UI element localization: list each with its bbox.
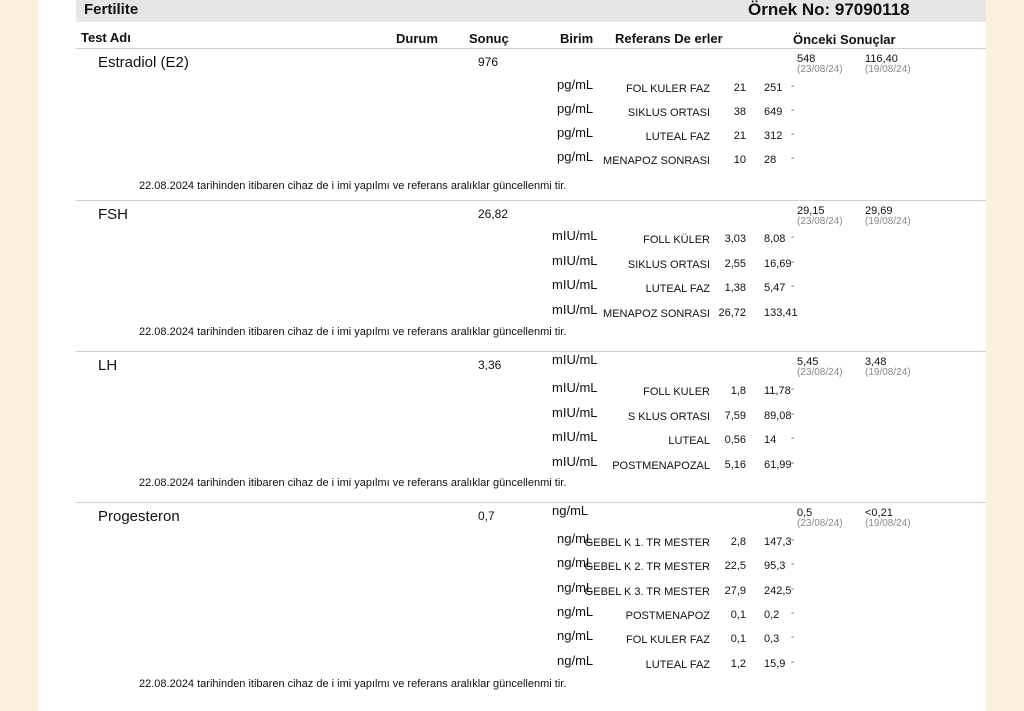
result-value: 0,7: [478, 509, 495, 523]
reference-high: 16,69: [764, 258, 792, 270]
reference-phase: GEBEL K 1. TR MESTER: [584, 537, 710, 549]
reference-low: 27,9: [724, 585, 746, 597]
report-page: [38, 0, 986, 711]
reference-low: 5,16: [724, 459, 746, 471]
reference-high: 242,5: [764, 585, 792, 597]
reference-dash: -: [791, 281, 795, 292]
row-separator: [76, 48, 986, 49]
reference-unit: ng/mL: [557, 604, 594, 619]
reference-unit: ng/mL: [557, 628, 594, 643]
reference-phase: LUTEAL FAZ: [645, 283, 710, 295]
reference-unit: ng/mL: [557, 580, 594, 595]
previous-result-value: 116,40: [865, 53, 898, 65]
reference-unit: mIU/mL: [552, 454, 598, 469]
reference-dash: -: [791, 433, 795, 444]
result-unit: ng/mL: [552, 503, 589, 518]
previous-result-value: 3,48: [865, 356, 887, 368]
reference-unit: pg/mL: [557, 77, 594, 92]
reference-phase: POSTMENAPOZ: [625, 610, 710, 622]
reference-dash: -: [791, 584, 795, 595]
reference-dash: -: [791, 105, 795, 116]
reference-high: 11,78: [764, 385, 791, 397]
reference-phase: POSTMENAPOZAL: [612, 460, 710, 472]
reference-high: 95,3: [764, 560, 786, 572]
reference-unit: mIU/mL: [552, 380, 598, 395]
row-separator: [76, 351, 986, 352]
test-name: FSH: [98, 206, 128, 223]
reference-phase: FOLL KÜLER: [643, 234, 710, 246]
reference-low: 7,59: [724, 410, 746, 422]
row-separator: [76, 200, 986, 201]
previous-result-date: (19/08/24): [865, 216, 911, 227]
reference-low: 0,1: [730, 633, 746, 645]
previous-result-value: 5,45: [797, 356, 819, 368]
reference-high: 649: [764, 106, 783, 118]
reference-phase: LUTEAL FAZ: [645, 131, 710, 143]
result-unit: mIU/mL: [552, 352, 598, 367]
reference-dash: -: [791, 153, 795, 164]
reference-low: 1,8: [730, 385, 746, 397]
update-note: 22.08.2024 tarihinden itibaren cihaz de i imi yapılmı ve referans aralıklar güncellenmi tir.: [139, 326, 567, 338]
reference-dash: -: [791, 657, 795, 668]
previous-result-value: 29,69: [865, 205, 893, 217]
previous-result-date: (23/08/24): [797, 64, 843, 75]
reference-low: 0,1: [730, 609, 746, 621]
sample-number: Örnek No: 97090118: [748, 0, 910, 19]
reference-high: 8,08: [764, 233, 786, 245]
reference-phase: MENAPOZ SONRASI: [603, 155, 710, 167]
reference-unit: mIU/mL: [552, 253, 598, 268]
reference-unit: pg/mL: [557, 149, 594, 164]
previous-result-value: 548: [797, 53, 816, 65]
reference-unit: mIU/mL: [552, 228, 598, 243]
reference-phase: SIKLUS ORTASI: [627, 259, 710, 271]
reference-low: 2,55: [724, 258, 746, 270]
previous-result-date: (19/08/24): [865, 518, 911, 529]
reference-dash: -: [791, 608, 795, 619]
result-value: 3,36: [478, 358, 502, 372]
reference-unit: mIU/mL: [552, 405, 598, 420]
previous-result-date: (19/08/24): [865, 367, 911, 378]
column-header-status: Durum: [396, 31, 438, 46]
reference-low: 3,03: [724, 233, 746, 245]
reference-unit: mIU/mL: [552, 302, 598, 317]
reference-dash: -: [791, 458, 795, 469]
reference-phase: FOL KULER FAZ: [626, 83, 710, 95]
reference-phase: LUTEAL FAZ: [645, 659, 710, 671]
test-name: Progesteron: [98, 508, 180, 525]
reference-dash: -: [791, 129, 795, 140]
reference-phase: SIKLUS ORTASI: [627, 107, 710, 119]
previous-result-value: <0,21: [865, 507, 893, 519]
update-note: 22.08.2024 tarihinden itibaren cihaz de i imi yapılmı ve referans aralıklar güncellenmi tir.: [139, 180, 567, 192]
reference-phase: MENAPOZ SONRASI: [603, 308, 710, 320]
reference-low: 1,38: [724, 282, 746, 294]
reference-low: 21: [733, 82, 746, 94]
column-header-reference: Referans De erler: [615, 31, 723, 46]
update-note: 22.08.2024 tarihinden itibaren cihaz de i imi yapılmı ve referans aralıklar güncellenmi tir.: [139, 678, 567, 690]
reference-unit: mIU/mL: [552, 277, 598, 292]
previous-result-value: 0,5: [797, 507, 813, 519]
reference-low: 1,2: [730, 658, 746, 670]
reference-unit: pg/mL: [557, 125, 594, 140]
column-header-previous: Önceki Sonuçlar: [793, 32, 896, 47]
reference-low: 0,56: [724, 434, 746, 446]
previous-result-date: (23/08/24): [797, 518, 843, 529]
result-value: 976: [478, 55, 499, 69]
reference-phase: GEBEL K 3. TR MESTER: [584, 586, 710, 598]
reference-dash: -: [791, 632, 795, 643]
row-separator: [76, 502, 986, 503]
reference-dash: -: [791, 535, 795, 546]
previous-result-date: (19/08/24): [865, 64, 911, 75]
update-note: 22.08.2024 tarihinden itibaren cihaz de i imi yapılmı ve referans aralıklar güncellenmi tir.: [139, 477, 567, 489]
reference-low: 2,8: [730, 536, 746, 548]
reference-unit: mIU/mL: [552, 429, 598, 444]
reference-unit: pg/mL: [557, 101, 594, 116]
reference-low: 10: [733, 154, 746, 166]
reference-dash: -: [791, 257, 795, 268]
reference-unit: ng/mL: [557, 653, 594, 668]
reference-low: 26,72: [718, 307, 746, 319]
reference-dash: -: [791, 81, 795, 92]
reference-unit: ng/mL: [557, 555, 594, 570]
column-header-result: Sonuç: [469, 31, 509, 46]
section-title: Fertilite: [84, 1, 139, 18]
reference-high: 251: [764, 82, 783, 94]
reference-high: 133,41: [764, 307, 798, 319]
reference-high: 15,9: [764, 658, 786, 670]
previous-result-date: (23/08/24): [797, 367, 843, 378]
reference-high: 28: [764, 154, 777, 166]
test-name: Estradiol (E2): [98, 54, 189, 71]
reference-phase: FOLL KULER: [643, 386, 710, 398]
test-name: LH: [98, 357, 118, 374]
reference-phase: GEBEL K 2. TR MESTER: [584, 561, 710, 573]
reference-low: 21: [733, 130, 746, 142]
reference-phase: FOL KULER FAZ: [626, 634, 710, 646]
reference-high: 0,3: [764, 633, 780, 645]
reference-dash: -: [791, 409, 795, 420]
reference-phase: S KLUS ORTASI: [627, 411, 710, 423]
column-header-unit: Birim: [560, 31, 594, 46]
reference-high: 0,2: [764, 609, 780, 621]
reference-dash: -: [791, 232, 795, 243]
previous-result-date: (23/08/24): [797, 216, 843, 227]
reference-high: 14: [764, 434, 777, 446]
reference-dash: -: [791, 384, 795, 395]
reference-phase: LUTEAL: [668, 435, 710, 447]
reference-high: 5,47: [764, 282, 786, 294]
reference-high: 61,99: [764, 459, 792, 471]
column-header-test: Test Adı: [81, 30, 131, 45]
reference-dash: -: [791, 559, 795, 570]
reference-high: 147,3: [764, 536, 792, 548]
previous-result-value: 29,15: [797, 205, 825, 217]
reference-high: 89,08: [764, 410, 792, 422]
reference-low: 38: [733, 106, 746, 118]
result-value: 26,82: [478, 207, 509, 221]
reference-high: 312: [764, 130, 783, 142]
reference-low: 22,5: [724, 560, 746, 572]
reference-unit: ng/mL: [557, 531, 594, 546]
